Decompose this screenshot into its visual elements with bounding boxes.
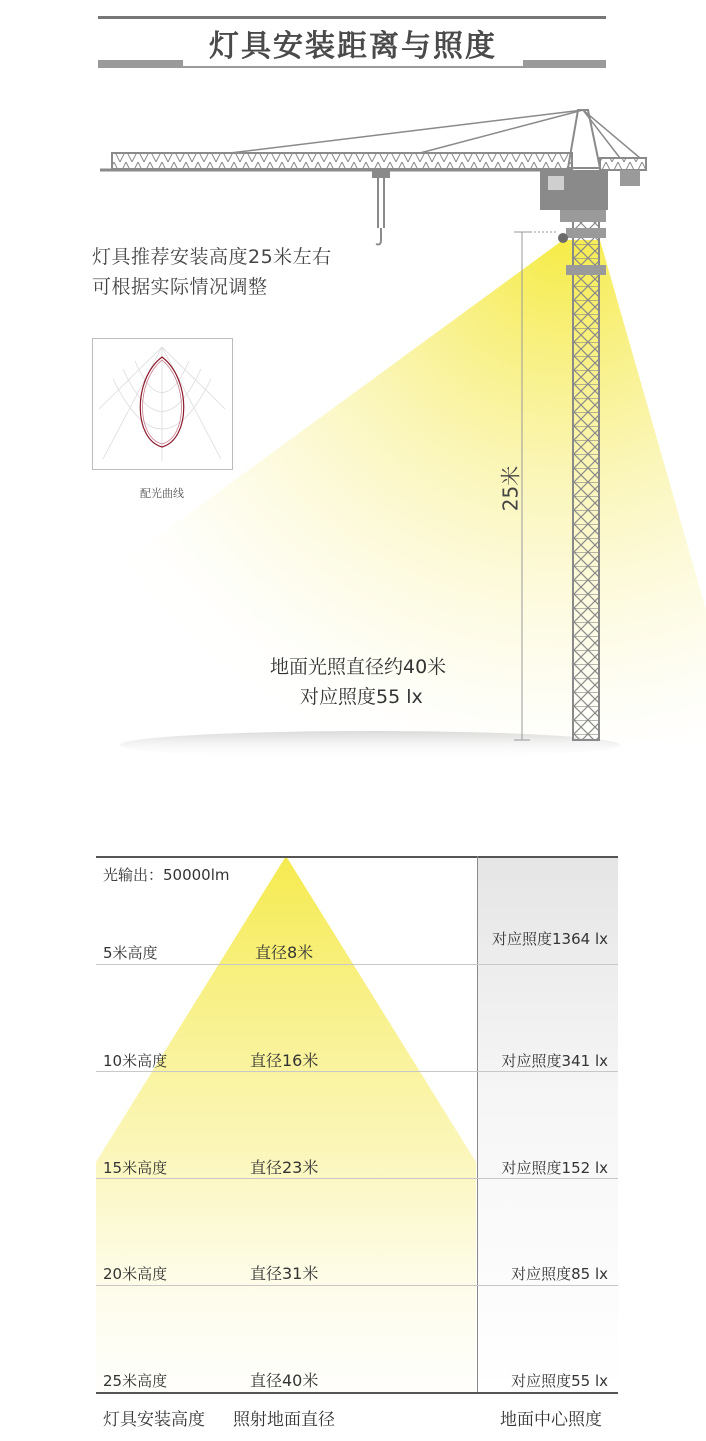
tower-mast (573, 220, 599, 740)
row-divider (96, 1071, 618, 1072)
header-top-rule (98, 16, 606, 19)
row-diameter: 直径16米 (250, 1051, 319, 1070)
footer-illuminance-label: 地面中心照度 (500, 1410, 602, 1430)
light-output-label: 光输出：50000lm (103, 866, 230, 884)
recommend-height-text: 灯具推荐安装高度25米左右 (92, 246, 332, 268)
row-height: 20米高度 (103, 1265, 168, 1283)
lamp (558, 233, 568, 243)
ground-shadow (120, 731, 620, 759)
header-title-box (183, 20, 523, 66)
row-illuminance: 对应照度85 lx (511, 1265, 608, 1283)
light-cone (96, 856, 476, 1392)
ground-illuminance-text: 对应照度55 lx (300, 686, 423, 708)
height-label: 25米 (498, 465, 523, 512)
page-title: 灯具安装距离与照度 (209, 29, 497, 64)
light-distribution-curve (92, 338, 233, 470)
row-height: 5米高度 (103, 944, 158, 962)
row-divider (96, 1178, 618, 1179)
light-cone-diagram (96, 856, 476, 1392)
row-illuminance: 对应照度341 lx (501, 1052, 608, 1070)
footer-diameter-label: 照射地面直径 (233, 1410, 335, 1430)
row-divider (96, 964, 618, 965)
row-diameter: 直径23米 (250, 1158, 319, 1177)
row-diameter: 直径40米 (250, 1371, 319, 1390)
crane-jib (112, 153, 572, 169)
footer-height-label: 灯具安装高度 (103, 1410, 205, 1430)
row-height: 25米高度 (103, 1372, 168, 1390)
row-height: 15米高度 (103, 1159, 168, 1177)
row-diameter: 直径8米 (255, 943, 314, 962)
row-illuminance: 对应照度55 lx (511, 1372, 608, 1390)
row-height: 10米高度 (103, 1052, 168, 1070)
ground-diameter-text: 地面光照直径约40米 (270, 656, 447, 678)
adjust-note-text: 可根据实际情况调整 (92, 276, 268, 298)
table-column-divider (477, 856, 478, 1392)
row-illuminance: 对应照度152 lx (501, 1159, 608, 1177)
row-divider (96, 1285, 618, 1286)
row-illuminance: 对应照度1364 lx (492, 930, 608, 948)
row-diameter: 直径31米 (250, 1264, 319, 1283)
curve-caption: 配光曲线 (140, 487, 184, 500)
table-top-rule (96, 856, 618, 858)
table-bottom-rule (96, 1392, 618, 1394)
